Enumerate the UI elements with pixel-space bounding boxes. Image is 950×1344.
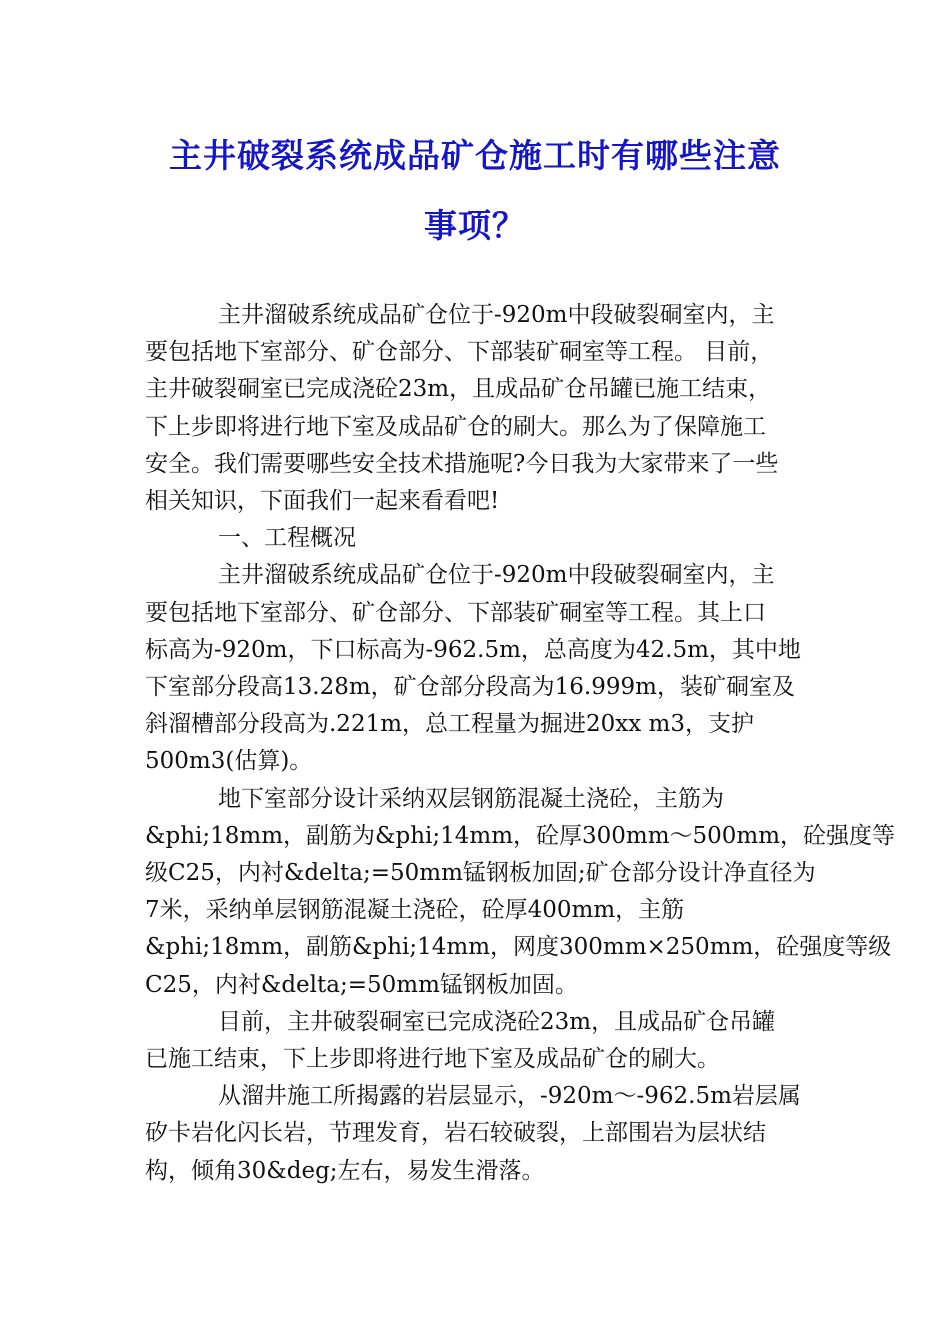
text-line: 构，倾角30&deg;左右，易发生滑落。 — [145, 1157, 545, 1184]
text-line: 7米，采纳单层钢筋混凝土浇砼，砼厚400mm，主筋 — [145, 897, 685, 924]
section-heading-text: 一、工程概况 — [218, 525, 356, 552]
paragraph-geology — [145, 1078, 805, 1190]
document-title-line-2: 事项？ — [424, 206, 526, 245]
document-title-line-1: 主井破裂系统成品矿仓施工时有哪些注意 — [169, 136, 781, 175]
text-line: C25，内衬&delta;=50mm锰钢板加固。 — [145, 971, 578, 998]
document-body — [145, 297, 896, 1190]
text-line: 相关知识，下面我们一起来看看吧! — [145, 488, 500, 515]
text-line: 主井破裂硐室已完成浇砼23m，且成品矿仓吊罐已施工结束， — [145, 376, 772, 403]
text-line: &phi;18mm，副筋为&phi;14mm，砼厚300mm～500mm，砼强度等 — [145, 822, 896, 849]
paragraph-progress — [145, 1004, 805, 1078]
text-line: 已施工结束，下上步即将进行地下室及成品矿仓的刷大。 — [145, 1046, 720, 1073]
paragraph-overview — [145, 557, 805, 780]
text-line: 斜溜槽部分段高为.221m，总工程量为掘进20xx m3，支护 — [145, 711, 754, 738]
text-line: 从溜井施工所揭露的岩层显示，-920m～-962.5m岩层属 — [218, 1083, 801, 1110]
section-heading — [145, 520, 805, 557]
paragraph-intro — [145, 297, 805, 520]
text-line: 下上步即将进行地下室及成品矿仓的刷大。那么为了保障施工 — [145, 413, 766, 440]
text-line: 地下室部分设计采纳双层钢筋混凝土浇砼，主筋为 — [218, 785, 724, 812]
text-line: 主井溜破系统成品矿仓位于-920m中段破裂硐室内，主 — [218, 562, 775, 589]
text-line: &phi;18mm，副筋&phi;14mm，网度300mm×250mm，砼强度等级 — [145, 934, 892, 961]
text-line: 目前，主井破裂硐室已完成浇砼23m，且成品矿仓吊罐 — [218, 1008, 776, 1035]
text-line: 主井溜破系统成品矿仓位于-920m中段破裂硐室内，主 — [218, 302, 775, 328]
text-line: 要包括地下室部分、矿仓部分、下部装矿硐室等工程。其上口 — [145, 599, 766, 626]
text-line: 级C25，内衬&delta;=50mm锰钢板加固;矿仓部分设计净直径为 — [145, 860, 816, 887]
text-line: 下室部分段高13.28m，矿仓部分段高为16.999m，装矿硐室及 — [145, 674, 795, 701]
paragraph-design — [145, 781, 896, 1004]
text-line: 矽卡岩化闪长岩，节理发育，岩石较破裂，上部围岩为层状结 — [145, 1120, 766, 1147]
text-line: 安全。我们需要哪些安全技术措施呢?今日我为大家带来了一些 — [145, 450, 779, 477]
text-line: 要包括地下室部分、矿仓部分、下部装矿硐室等工程。 目前， — [145, 339, 774, 366]
text-line: 标高为-920m，下口标高为-962.5m，总高度为42.5m，其中地 — [145, 636, 801, 663]
text-line: 500m3(估算)。 — [145, 748, 313, 775]
